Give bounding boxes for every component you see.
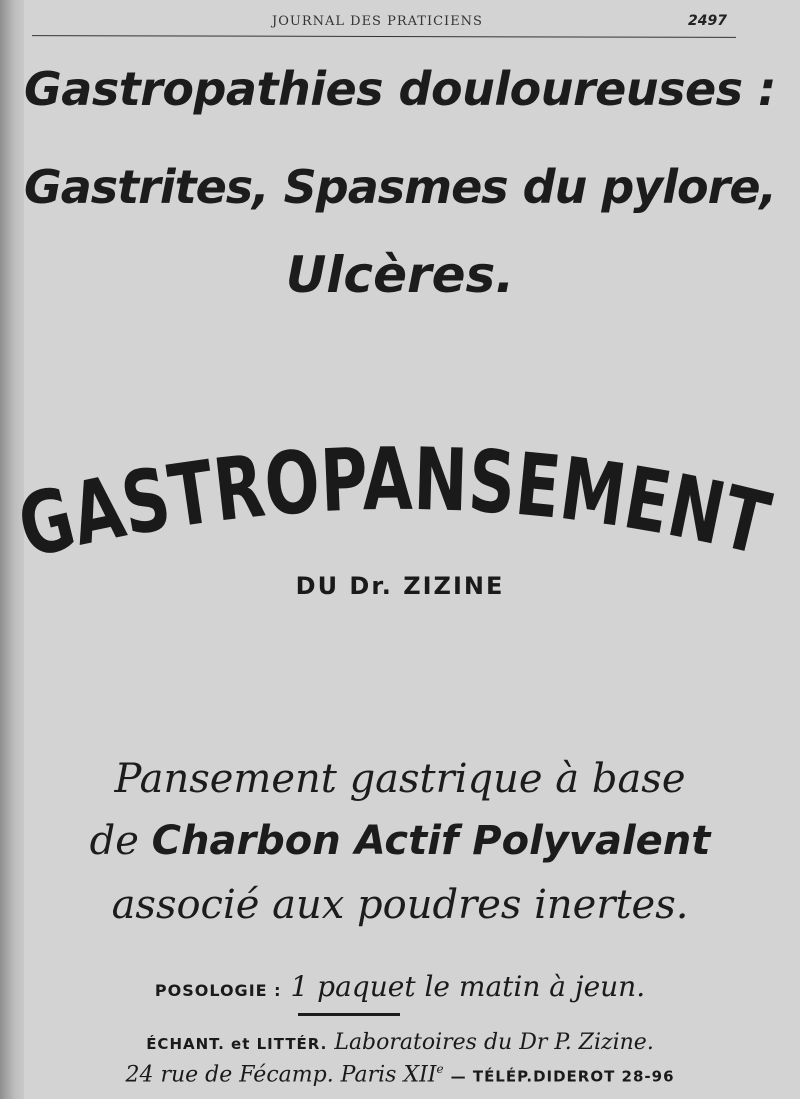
footer-line-1 <box>0 1030 800 1055</box>
phone-label: — TÉLÉP. <box>450 1067 534 1086</box>
footer-line-2 <box>0 1062 800 1087</box>
description-prefix: de <box>89 818 152 864</box>
samples-label: ÉCHANT. et LITTÉR. <box>146 1035 328 1053</box>
phone-number: DIDEROT 28-96 <box>533 1067 675 1086</box>
page-number: 2497 <box>688 13 727 29</box>
brand-subtitle: DU Dr. ZIZINE <box>295 572 505 600</box>
laboratory-name: Laboratoires du Dr P. Zizine. <box>334 1030 654 1055</box>
posology-label: POSOLOGIE : <box>154 981 282 1000</box>
posology <box>0 970 800 1003</box>
journal-title: JOURNAL DES PRATICIENS <box>272 14 483 29</box>
address-arrondissement-suffix: e <box>436 1062 444 1076</box>
posology-instructions: le matin à jeun. <box>415 970 646 1003</box>
description-line-2 <box>0 818 800 864</box>
headline-line-3: Ulcères. <box>285 246 515 304</box>
headline-line-1: Gastropathies douloureuses : <box>24 62 776 116</box>
posology-dose: 1 paquet <box>290 970 416 1003</box>
brand-name: GASTROPANSEMENT <box>9 440 793 579</box>
description-line-1: Pansement gastrique à base <box>114 756 686 802</box>
description-line-3: associé aux poudres inertes. <box>111 882 689 928</box>
description-active-ingredient: Charbon Actif Polyvalent <box>151 818 711 864</box>
svg-text:GASTROPANSEMENT <box>9 440 793 579</box>
address: 24 rue de Fécamp. Paris XII <box>125 1062 437 1088</box>
headline-line-2: Gastrites, Spasmes du pylore, <box>23 160 776 214</box>
dose-underline <box>298 1013 400 1016</box>
